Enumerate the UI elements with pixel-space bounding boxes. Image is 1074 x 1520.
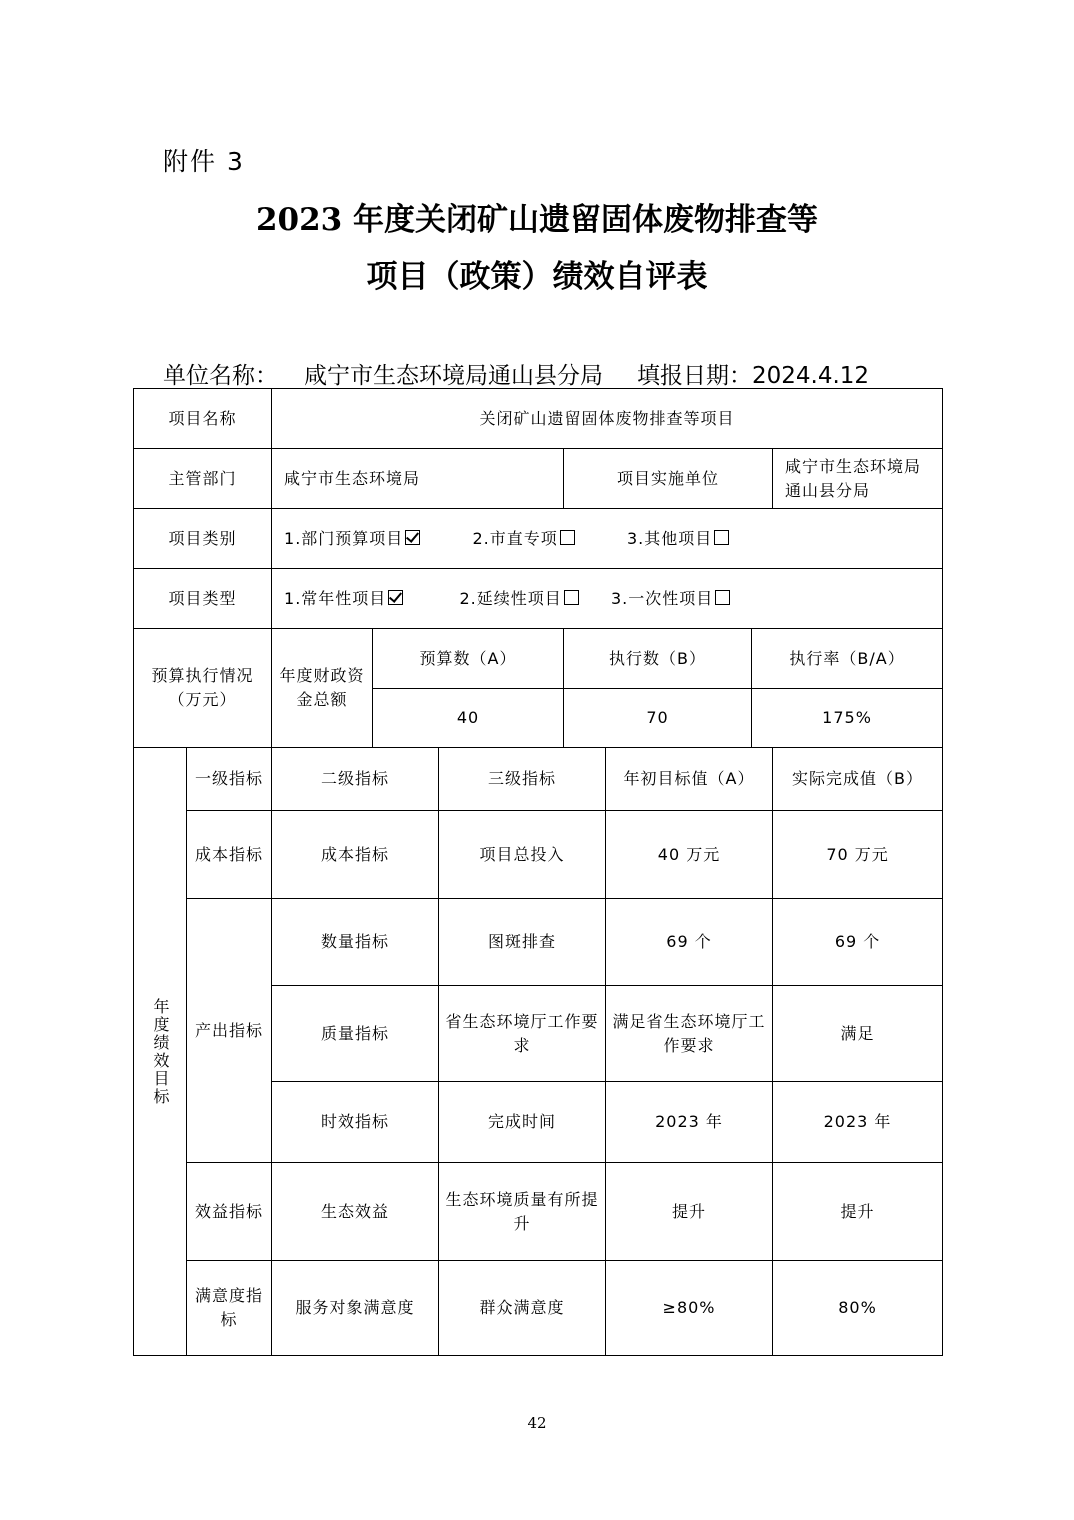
- cost-target: 40 万元: [606, 811, 773, 899]
- output-l2: 质量指标: [272, 986, 439, 1082]
- satisfaction-l3: 群众满意度: [439, 1261, 606, 1356]
- dept-value: 咸宁市生态环境局: [272, 449, 564, 509]
- type-option-3: 3.一次性项目: [610, 588, 714, 608]
- benefit-actual: 提升: [773, 1163, 943, 1261]
- category-option-2: 2.市直专项: [472, 528, 558, 548]
- table-row: [134, 1163, 943, 1261]
- satisfaction-actual: 80%: [773, 1261, 943, 1356]
- table-row: [134, 811, 943, 899]
- output-target: 满足省生态环境厅工作要求: [606, 986, 773, 1082]
- project-name-label: 项目名称: [134, 389, 272, 449]
- output-l3: 图斑排查: [439, 899, 606, 986]
- page-number: 42: [527, 1414, 547, 1432]
- output-target: 2023 年: [606, 1082, 773, 1163]
- date-value: 2024.4.12: [752, 363, 870, 389]
- cost-l2: 成本指标: [272, 811, 439, 899]
- type-option-1: 1.常年性项目: [284, 588, 387, 608]
- header-l3: 三级指标: [439, 748, 606, 811]
- budget-val-rate: 175%: [752, 689, 943, 748]
- unit-label: 单位名称：: [163, 363, 278, 389]
- category-option-1: 1.部门预算项目: [284, 528, 404, 548]
- benefit-target: 提升: [606, 1163, 773, 1261]
- unit-value: 咸宁市生态环境局通山县分局: [304, 363, 603, 389]
- budget-col-rate: 执行率（B/A）: [752, 629, 943, 689]
- impl-value: 咸宁市生态环境局通山县分局: [773, 449, 943, 509]
- output-l1: 产出指标: [187, 899, 272, 1163]
- checked-box-icon: [405, 530, 420, 545]
- benefit-l2: 生态效益: [272, 1163, 439, 1261]
- output-actual: 69 个: [773, 899, 943, 986]
- empty-box-icon: [564, 590, 579, 605]
- output-l3: 完成时间: [439, 1082, 606, 1163]
- table-row: [134, 899, 943, 986]
- unit-date-line: [163, 357, 869, 390]
- satisfaction-l1: 满意度指 标: [187, 1261, 272, 1356]
- table-row: [134, 1261, 943, 1356]
- document-title-line1: 2023 年度关闭矿山遗留固体废物排查等: [255, 202, 819, 238]
- document-title-line2: 项目（政策）绩效自评表: [366, 259, 708, 295]
- funds-label: 年度财政资金总额: [272, 629, 373, 748]
- impl-label: 项目实施单位: [564, 449, 773, 509]
- output-actual: 2023 年: [773, 1082, 943, 1163]
- self-evaluation-table: [133, 388, 943, 1356]
- output-l2: 数量指标: [272, 899, 439, 986]
- type-options: [272, 569, 943, 629]
- budget-col-b: 执行数（B）: [564, 629, 752, 689]
- benefit-l3: 生态环境质量有所提升: [439, 1163, 606, 1261]
- cost-l3: 项目总投入: [439, 811, 606, 899]
- empty-box-icon: [560, 530, 575, 545]
- output-target: 69 个: [606, 899, 773, 986]
- type-label: 项目类型: [134, 569, 272, 629]
- perf-section-label: 年度绩效目标: [134, 748, 187, 1356]
- checked-box-icon: [388, 590, 403, 605]
- budget-val-b: 70: [564, 689, 752, 748]
- header-l2: 二级指标: [272, 748, 439, 811]
- output-l2: 时效指标: [272, 1082, 439, 1163]
- cost-l1: 成本指标: [187, 811, 272, 899]
- category-options: [272, 509, 943, 569]
- empty-box-icon: [715, 590, 730, 605]
- date-label: 填报日期：: [637, 363, 752, 389]
- header-actual-b: 实际完成值（B）: [773, 748, 943, 811]
- header-target-a: 年初目标值（A）: [606, 748, 773, 811]
- category-option-3: 3.其他项目: [626, 528, 713, 548]
- budget-label: 预算执行情况（万元）: [134, 629, 272, 748]
- header-l1: 一级指标: [187, 748, 272, 811]
- attachment-label: 附件 3: [163, 147, 245, 176]
- budget-val-a: 40: [373, 689, 564, 748]
- benefit-l1: 效益指标: [187, 1163, 272, 1261]
- project-name-value: 关闭矿山遗留固体废物排查等项目: [272, 389, 943, 449]
- budget-col-a: 预算数（A）: [373, 629, 564, 689]
- cost-actual: 70 万元: [773, 811, 943, 899]
- satisfaction-target: ≥80%: [606, 1261, 773, 1356]
- category-label: 项目类别: [134, 509, 272, 569]
- type-option-2: 2.延续性项目: [459, 588, 562, 608]
- satisfaction-l2: 服务对象满意度: [272, 1261, 439, 1356]
- output-actual: 满足: [773, 986, 943, 1082]
- output-l3: 省生态环境厅工作要求: [439, 986, 606, 1082]
- dept-label: 主管部门: [134, 449, 272, 509]
- empty-box-icon: [714, 530, 729, 545]
